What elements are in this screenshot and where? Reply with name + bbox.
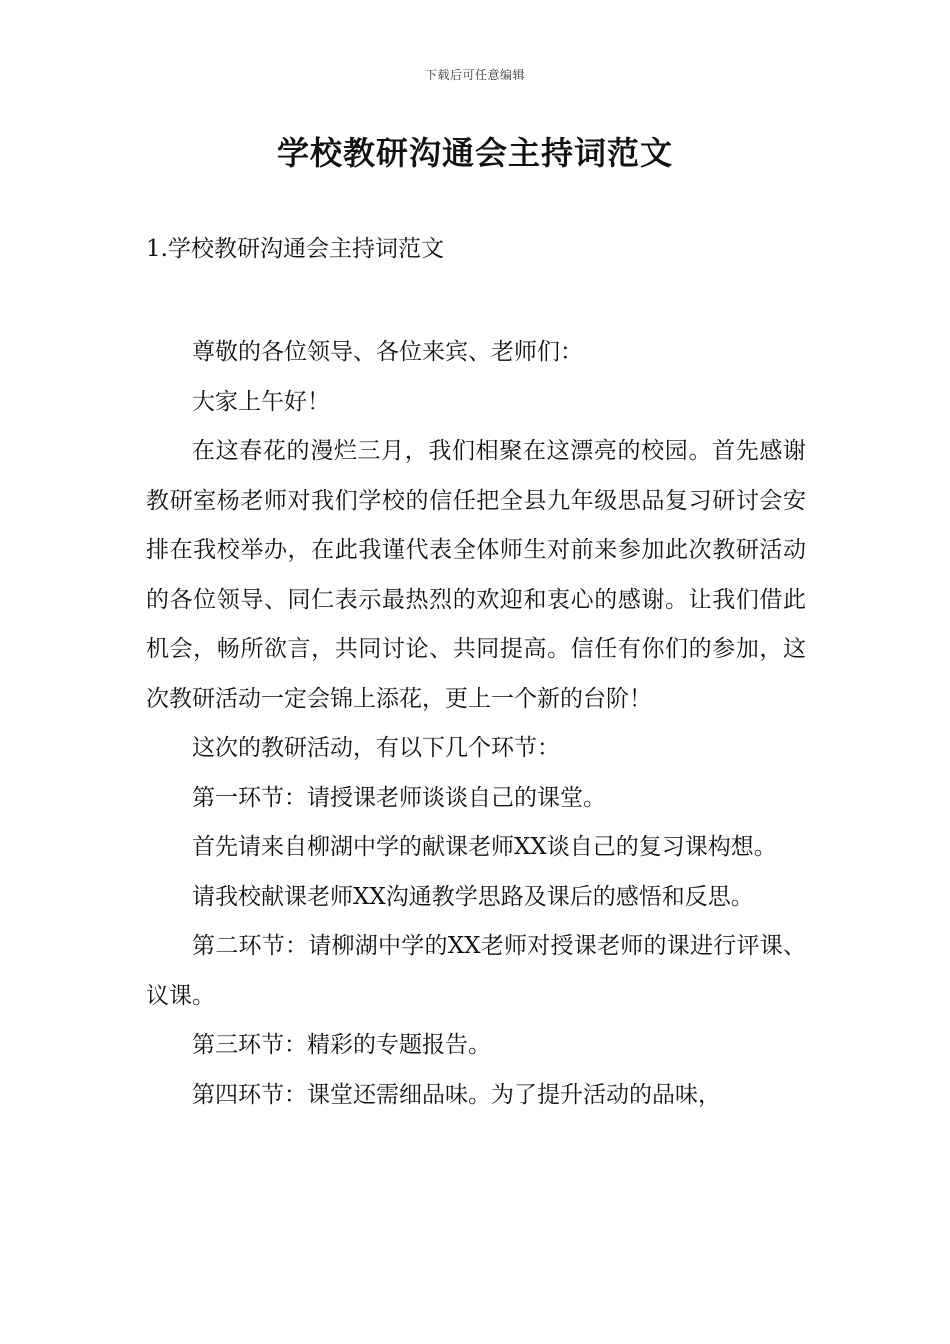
document-body (146, 328, 806, 1120)
paragraph-welcome: 在这春花的漫烂三月，我们相聚在这漂亮的校园。首先感谢教研室杨老师对我们学校的信任把全县九年级思品复习研讨会安排在我校举办，在此我谨代表全体师生对前来参加此次教研活动的各位领导、同仁表示最热烈的欢迎和衷心的感谢。让我们借此机会，畅所欲言，共同讨论、共同提高。信任有你们的参加，这次教研活动一定会锦上添花，更上一个新的台阶！ (146, 438, 806, 712)
paragraph-agenda-intro: 这次的教研活动，有以下几个环节： (192, 735, 560, 761)
paragraph-step-3: 第三环节：精彩的专题报告。 (192, 1032, 491, 1058)
paragraph-step-1-a: 首先请来自柳湖中学的献课老师XX谈自己的复习课构想。 (192, 834, 777, 860)
header-note: 下载后可任意编辑 (424, 68, 525, 82)
paragraph-hello: 大家上午好！ (192, 388, 330, 415)
paragraph-step-1-b: 请我校献课老师XX沟通教学思路及课后的感悟和反思。 (192, 883, 754, 910)
paragraph-step-4: 第四环节：课堂还需细品味。为了提升活动的品味， (192, 1081, 721, 1108)
paragraph-greeting: 尊敬的各位领导、各位来宾、老师们： (192, 339, 583, 365)
section-heading: 1.学校教研沟通会主持词范文 (146, 236, 444, 262)
document-title: 学校教研沟通会主持词范文 (276, 134, 673, 172)
paragraph-step-2: 第二环节：请柳湖中学的XX老师对授课老师的课进行评课、议课。 (146, 933, 806, 1009)
paragraph-step-1: 第一环节：请授课老师谈谈自己的课堂。 (192, 784, 606, 811)
